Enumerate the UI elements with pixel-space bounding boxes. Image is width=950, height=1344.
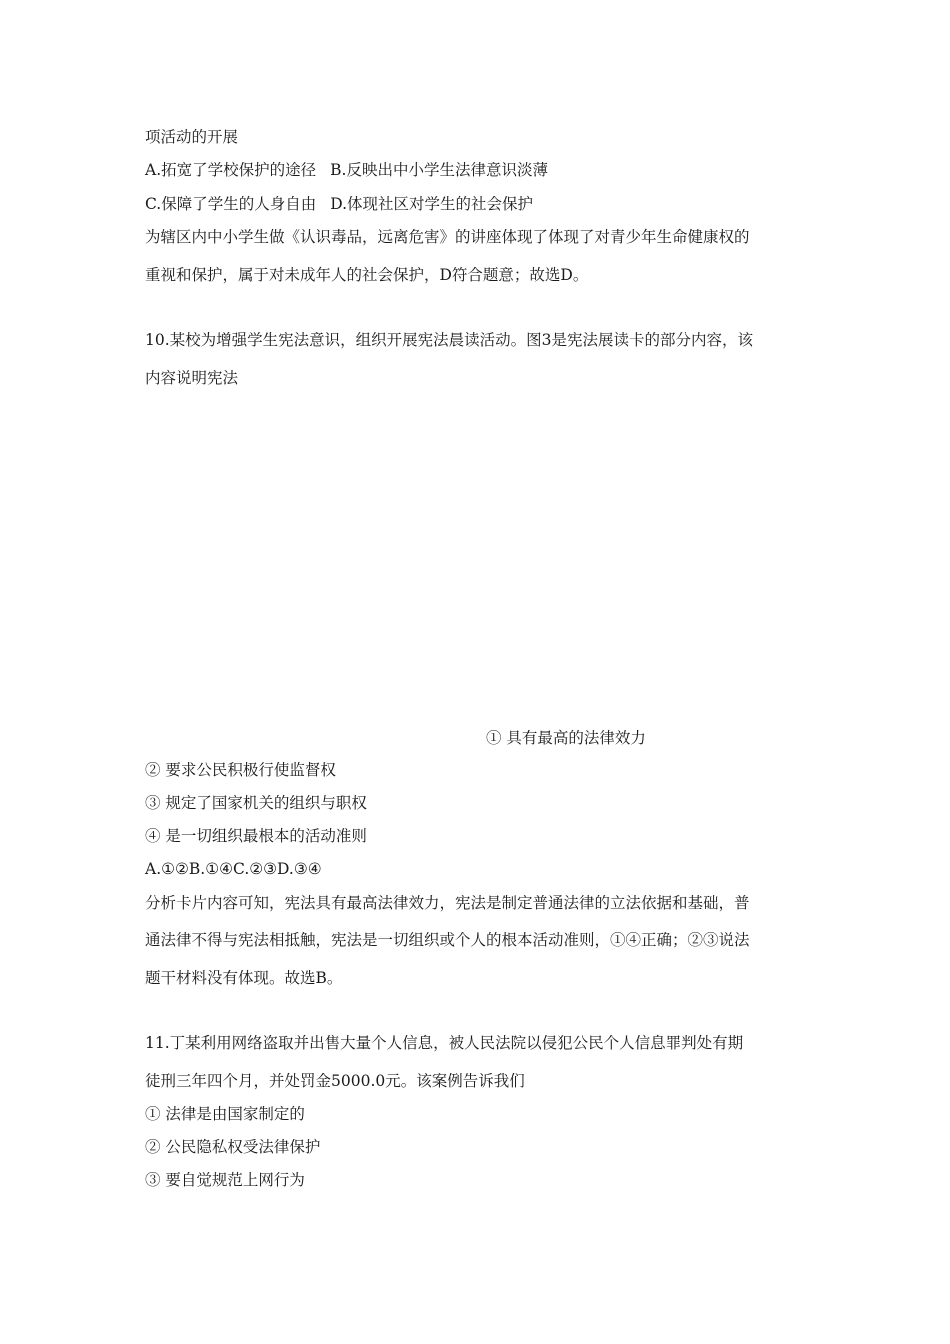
q9-option-c: C.保障了学生的人身自由 xyxy=(145,195,317,213)
q11-stem-line-1: 11.丁某利用网络盗取并出售大量个人信息，被人民法院以侵犯公民个人信息罪判处有期 xyxy=(145,1034,744,1052)
q10-options: A.①②B.①④C.②③D.③④ xyxy=(145,860,322,878)
q10-analysis-line-2: 通法律不得与宪法相抵触，宪法是一切组织或个人的根本活动准则，①④正确；②③说法 xyxy=(145,931,750,949)
q9-option-b: B.反映出中小学生法律意识淡薄 xyxy=(330,161,548,179)
q10-stem-line-1: 10.某校为增强学生宪法意识，组织开展宪法晨读活动。图3是宪法展读卡的部分内容，该 xyxy=(145,331,754,349)
q11-statement-3: ③ 要自觉规范上网行为 xyxy=(145,1171,305,1189)
q10-figure-placeholder xyxy=(145,400,805,720)
q10-statement-4: ④ 是一切组织最根本的活动准则 xyxy=(145,827,367,845)
q10-statement-2: ② 要求公民积极行使监督权 xyxy=(145,761,336,779)
q10-statement-3: ③ 规定了国家机关的组织与职权 xyxy=(145,794,367,812)
q9-analysis-line-2: 重视和保护，属于对未成年人的社会保护，D符合题意；故选D。 xyxy=(145,266,589,284)
q9-option-a: A.拓宽了学校保护的途径 xyxy=(145,161,317,179)
q9-options-row-1 xyxy=(145,160,548,180)
q9-option-d: D.体现社区对学生的社会保护 xyxy=(330,195,534,213)
q10-analysis-line-3: 题干材料没有体现。故选B。 xyxy=(145,969,343,987)
q11-statement-1: ① 法律是由国家制定的 xyxy=(145,1105,305,1123)
q10-stem-line-2: 内容说明宪法 xyxy=(145,369,239,387)
q9-options-row-2 xyxy=(145,194,533,214)
q9-analysis-line-1: 为辖区内中小学生做《认识毒品，远离危害》的讲座体现了体现了对青少年生命健康权的 xyxy=(145,228,750,246)
q10-statement-1: ① 具有最高的法律效力 xyxy=(486,729,646,747)
q10-analysis-line-1: 分析卡片内容可知，宪法具有最高法律效力，宪法是制定普通法律的立法依据和基础，普 xyxy=(145,894,750,912)
q11-stem-line-2: 徒刑三年四个月，并处罚金5000.0元。该案例告诉我们 xyxy=(145,1072,525,1090)
q11-statement-2: ② 公民隐私权受法律保护 xyxy=(145,1138,321,1156)
q9-stem-tail: 项活动的开展 xyxy=(145,128,239,146)
